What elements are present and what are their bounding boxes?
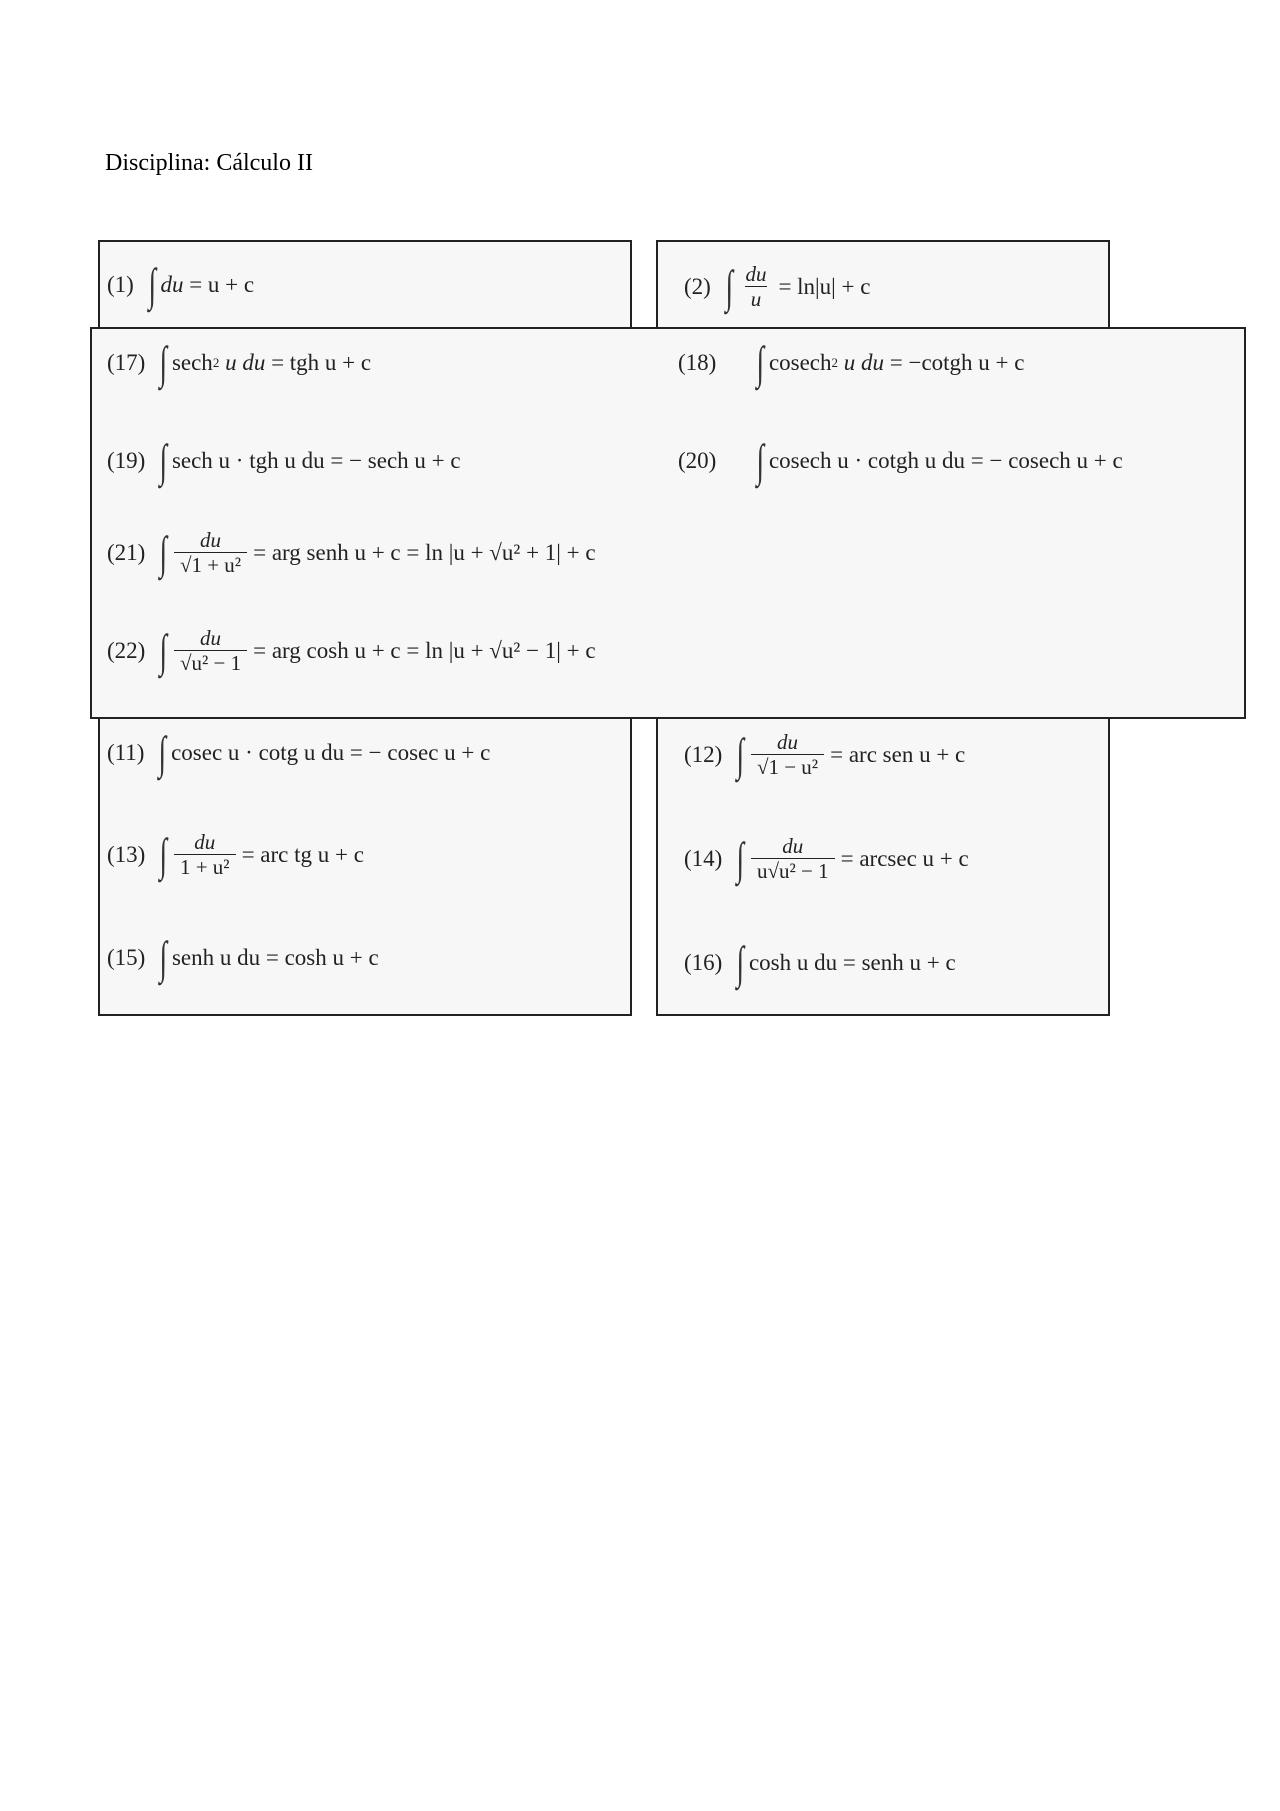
integral-icon: ∫ — [725, 260, 733, 312]
fraction: $\frac{du}{\text{u√u² − 1}}$ — [751, 834, 835, 883]
integral-icon: ∫ — [736, 728, 745, 780]
formula-15: (15) ∫ senh u du = cosh u + c — [107, 932, 379, 983]
fraction: $\frac{du}{\text{1 + u²}}$ — [174, 830, 236, 879]
fraction: $\frac{du}{u}$ — [745, 262, 767, 312]
fraction: $\frac{du}{\text{√1 − u²}}$ — [751, 730, 824, 779]
formula-21: (21) ∫ $\frac{du}{\text{√1 + u²}}$ = arg senh u + c = ln |u + √u² + 1| + c — [107, 526, 596, 578]
formula-13: (13) ∫ $\frac{du}{\text{1 + u²}}$ = arc tg u + c — [107, 828, 364, 880]
formula-14: (14) ∫ $\frac{du}{\text{u√u² − 1}}$ = arcsec u + c — [684, 832, 969, 884]
integral-icon: ∫ — [756, 435, 765, 486]
fraction: $\frac{du}{\text{√u² − 1}}$ — [174, 626, 247, 675]
formula-18: (18) ∫ cosech 2 u du = −cotgh u + c — [678, 337, 1025, 388]
integral-icon: ∫ — [159, 828, 168, 880]
integral-icon: ∫ — [159, 932, 168, 983]
integral-icon: ∫ — [159, 624, 168, 676]
fraction: $\frac{du}{\text{√1 + u²}}$ — [174, 528, 247, 577]
integral-icon: ∫ — [736, 832, 745, 884]
integral-icon: ∫ — [159, 337, 168, 388]
integral-icon: ∫ — [148, 259, 156, 310]
formula-19: (19) ∫ sech u · tgh u du = − sech u + c — [107, 435, 461, 486]
formula-12: (12) ∫ $\frac{du}{\text{√1 − u²}}$ = arc sen u + c — [684, 728, 966, 780]
formula-11: (11) ∫ cosec u · cotg u du = − cosec u + c — [107, 727, 491, 778]
formula-17: (17) ∫ sech 2 u du = tgh u + c — [107, 337, 372, 388]
discipline-title: Disciplina: Cálculo II — [105, 150, 313, 176]
formula-1: (1) ∫ du = u + c — [107, 259, 255, 310]
formula-2: (2) ∫ $\frac{du}{u}$ = ln|u| + c — [684, 260, 871, 312]
integral-icon: ∫ — [159, 526, 168, 578]
integral-icon: ∫ — [158, 727, 167, 778]
integral-icon: ∫ — [736, 937, 745, 988]
formula-20: (20) ∫ cosech u · cotgh u du = − cosech u + c — [678, 435, 1123, 486]
formula-16: (16) ∫ cosh u du = senh u + c — [684, 937, 956, 988]
integral-icon: ∫ — [756, 337, 765, 388]
formula-22: (22) ∫ $\frac{du}{\text{√u² − 1}}$ = arg cosh u + c = ln |u + √u² − 1| + c — [107, 624, 596, 676]
integral-icon: ∫ — [159, 435, 168, 486]
